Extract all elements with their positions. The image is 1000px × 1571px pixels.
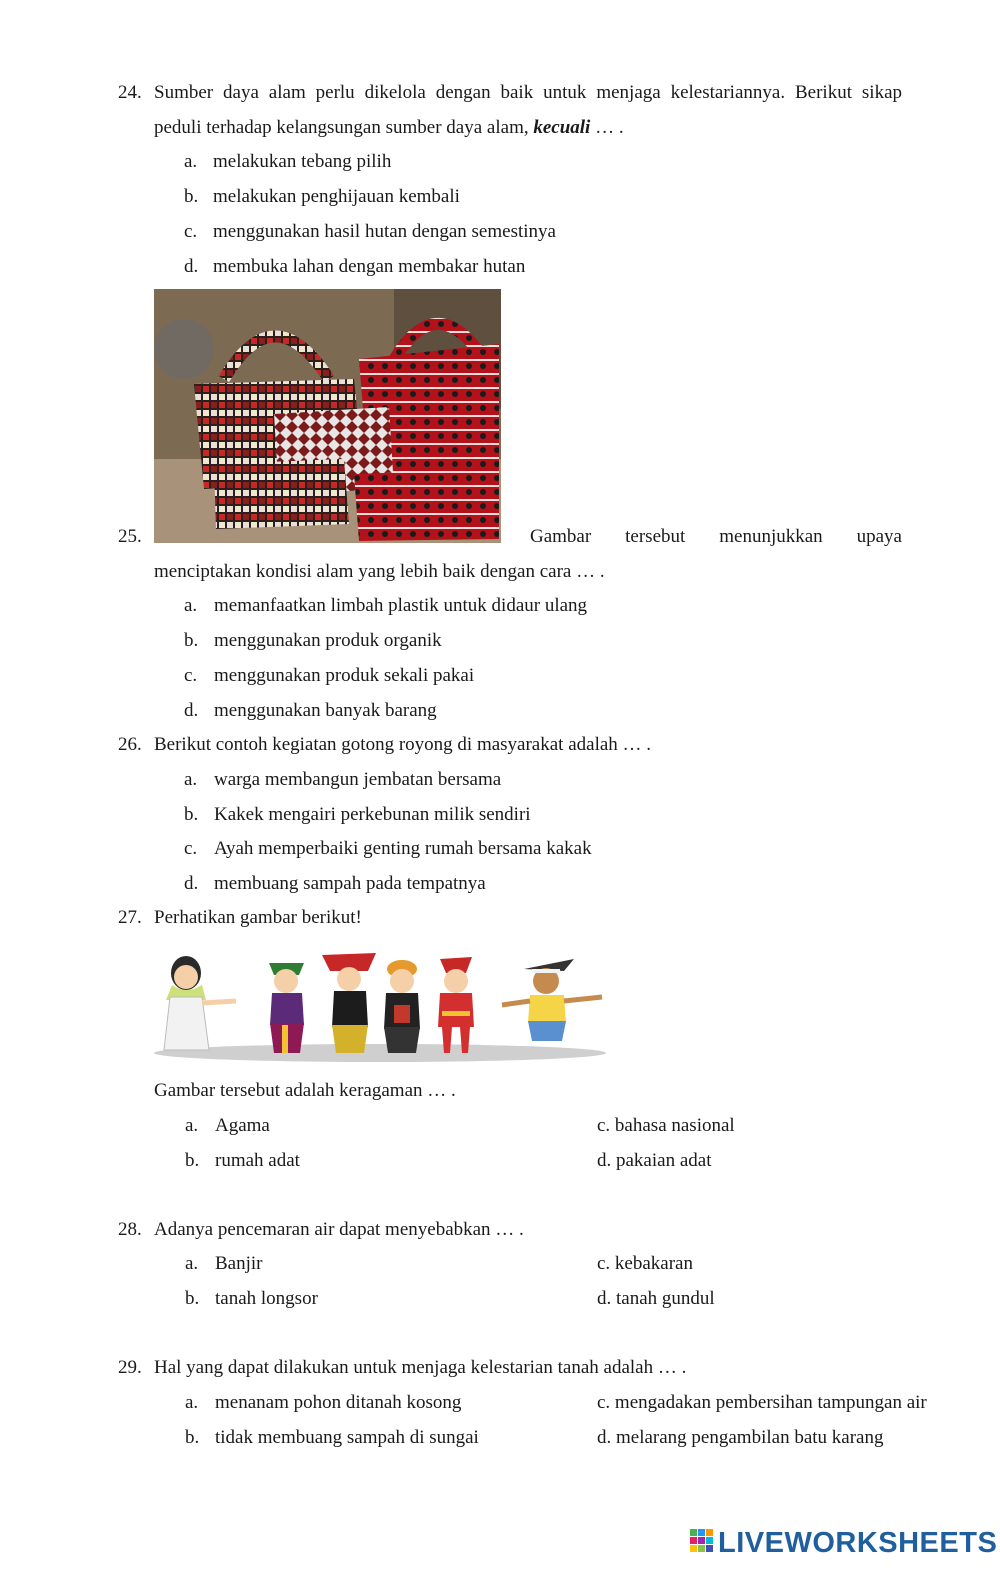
option-letter: d.: [184, 256, 199, 277]
question-24-text-pre: peduli terhadap kelangsungan sumber daya alam,: [154, 117, 534, 138]
option-text[interactable]: menggunakan produk sekali pakai: [214, 665, 475, 686]
question-24-text-post: … .: [590, 117, 624, 138]
option-letter: a.: [185, 1115, 199, 1136]
option-text[interactable]: menggunakan produk organik: [214, 630, 442, 651]
children-in-traditional-clothes: [154, 945, 606, 1063]
option-text[interactable]: menanam pohon ditanah kosong: [215, 1392, 462, 1413]
option-letter: b.: [185, 1288, 200, 1309]
liveworksheets-blocks-icon: [690, 1529, 714, 1557]
recycled-bags-illustration: [154, 289, 501, 543]
liveworksheets-logo[interactable]: [690, 1526, 997, 1560]
child-figure-1: [164, 956, 236, 1050]
question-25-text-line2: menciptakan kondisi alam yang lebih baik dengan cara … .: [154, 561, 605, 582]
option-text[interactable]: Kakek mengairi perkebunan milik sendiri: [214, 804, 531, 825]
option-text[interactable]: menggunakan hasil hutan dengan semestinya: [213, 221, 556, 242]
option-letter: a.: [185, 1392, 199, 1413]
option-letter: d.: [184, 873, 199, 894]
option-letter: b.: [184, 186, 199, 207]
question-26-text: Berikut contoh kegiatan gotong royong di masyarakat adalah … .: [154, 734, 652, 755]
child-figure-4: [384, 960, 420, 1053]
option-letter: a.: [184, 769, 198, 790]
question-number: 25.: [118, 526, 142, 547]
child-figure-3: [322, 953, 376, 1053]
question-27-text: Perhatikan gambar berikut!: [154, 907, 362, 928]
option-text[interactable]: Agama: [215, 1115, 270, 1136]
question-number: 26.: [118, 734, 142, 755]
question-24-text-line1: Sumber daya alam perlu dikelola dengan baik untuk menjaga kelestariannya. Berikut sikap: [154, 82, 902, 103]
question-number: 28.: [118, 1219, 142, 1240]
option-text[interactable]: memanfaatkan limbah plastik untuk didaur ulang: [214, 595, 588, 616]
option-text[interactable]: melakukan penghijauan kembali: [213, 186, 460, 207]
option-letter: b.: [184, 630, 199, 651]
question-number: 27.: [118, 907, 142, 928]
option-text[interactable]: menggunakan banyak barang: [214, 700, 437, 721]
option-text[interactable]: tidak membuang sampah di sungai: [215, 1427, 479, 1448]
option-letter: d.: [184, 700, 199, 721]
option-letter: c.: [184, 838, 198, 859]
option-text[interactable]: d. melarang pengambilan batu karang: [597, 1427, 884, 1448]
option-text[interactable]: c. bahasa nasional: [597, 1115, 735, 1136]
question-number: 29.: [118, 1357, 142, 1378]
question-28-text: Adanya pencemaran air dapat menyebabkan … .: [154, 1219, 524, 1240]
question-27-followup: Gambar tersebut adalah keragaman … .: [154, 1080, 456, 1101]
option-text[interactable]: d. tanah gundul: [597, 1288, 715, 1309]
option-text[interactable]: d. pakaian adat: [597, 1150, 712, 1171]
option-text[interactable]: Banjir: [215, 1253, 263, 1274]
option-text[interactable]: tanah longsor: [215, 1288, 318, 1309]
option-text[interactable]: membuka lahan dengan membakar hutan: [213, 256, 526, 277]
question-25-text-line1: Gambar tersebut menunjukkan upaya: [530, 526, 902, 547]
option-letter: a.: [185, 1253, 199, 1274]
child-figure-6: [502, 959, 602, 1041]
question-number: 24.: [118, 82, 142, 103]
option-text[interactable]: warga membangun jembatan bersama: [214, 769, 502, 790]
option-text[interactable]: c. mengadakan pembersihan tampungan air: [597, 1392, 927, 1413]
question-24-emphasis: kecuali: [533, 117, 591, 138]
logo-text: LIVEWORKSHEETS: [718, 1526, 998, 1559]
option-text[interactable]: membuang sampah pada tempatnya: [214, 873, 486, 894]
option-text[interactable]: melakukan tebang pilih: [213, 151, 392, 172]
option-letter: b.: [185, 1150, 200, 1171]
recycled-bags-photo: [154, 289, 501, 543]
option-text[interactable]: c. kebakaran: [597, 1253, 693, 1274]
child-figure-2: [269, 963, 304, 1053]
option-text[interactable]: Ayah memperbaiki genting rumah bersama kakak: [214, 838, 592, 859]
question-24-text-line2: [154, 116, 624, 140]
child-figure-5: [438, 957, 474, 1053]
option-text[interactable]: rumah adat: [215, 1150, 300, 1171]
option-letter: b.: [185, 1427, 200, 1448]
traditional-costumes-illustration: [154, 945, 606, 1063]
option-letter: b.: [184, 804, 199, 825]
question-29-text: Hal yang dapat dilakukan untuk menjaga kelestarian tanah adalah … .: [154, 1357, 687, 1378]
option-letter: c.: [184, 665, 198, 686]
option-letter: a.: [184, 595, 198, 616]
option-letter: c.: [184, 221, 198, 242]
option-letter: a.: [184, 151, 198, 172]
